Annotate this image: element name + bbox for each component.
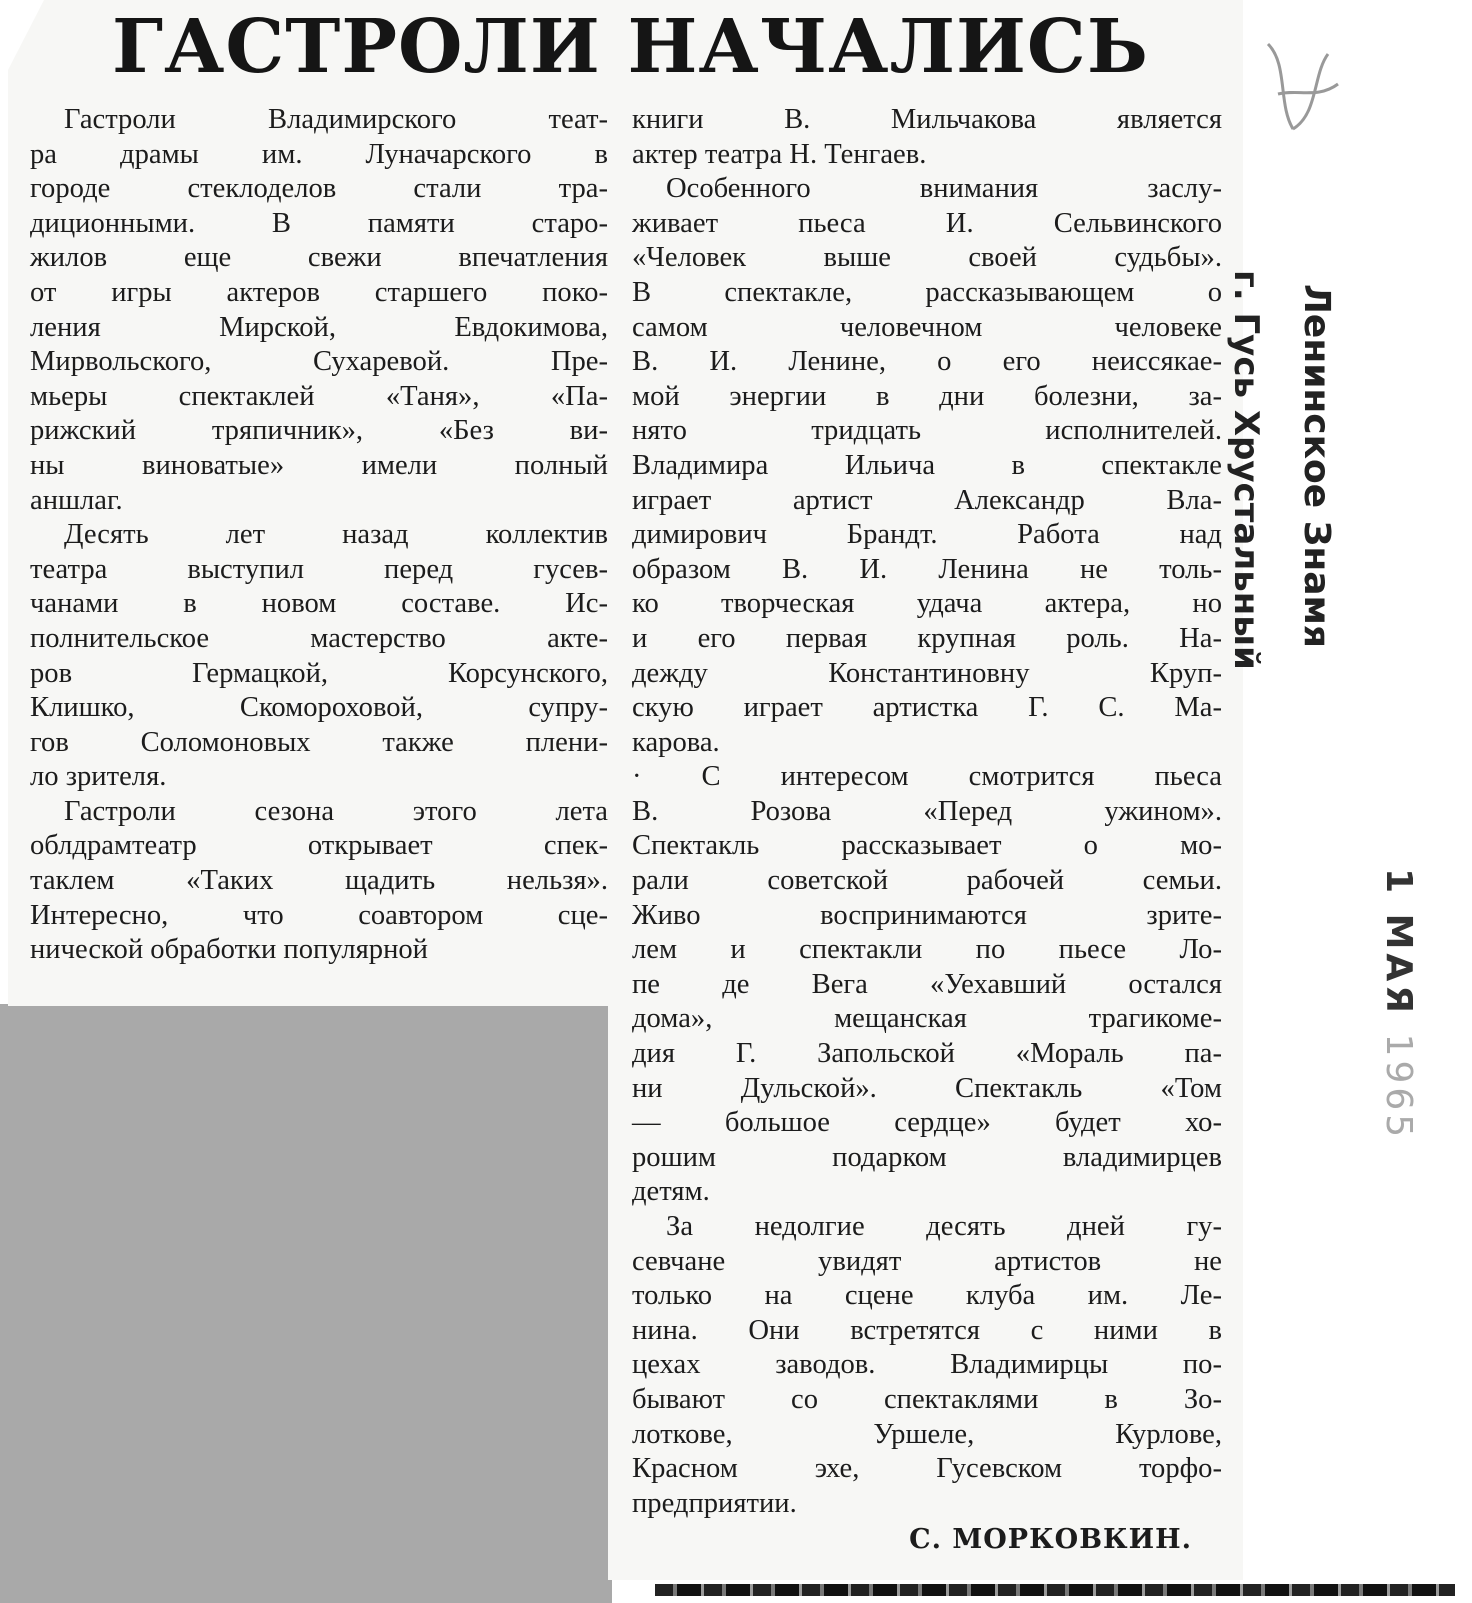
author-signature: С. МОРКОВКИН. bbox=[909, 1524, 1192, 1556]
text-line: только на сцене клуба им. Ле- bbox=[632, 1280, 1222, 1312]
text-line: образом В. И. Ленина не толь- bbox=[632, 553, 1222, 585]
text-line: живает пьеса И. Сельвинского bbox=[632, 207, 1222, 239]
text-line: рали советской рабочей семьи. bbox=[632, 865, 1222, 897]
text-line: ко творческая удача актера, но bbox=[632, 588, 1222, 620]
text-line: актер театра Н. Тенгаев. bbox=[632, 138, 927, 170]
text-line: Гастроли сезона этого лета bbox=[64, 795, 608, 827]
text-line: нина. Они встретятся с ними в bbox=[632, 1314, 1222, 1346]
text-line: детям. bbox=[632, 1176, 710, 1208]
text-line: лоткове, Уршеле, Курлове, bbox=[632, 1418, 1222, 1450]
text-line: ления Мирской, Евдокимова, bbox=[30, 311, 608, 343]
text-line: дия Г. Запольской «Мораль па- bbox=[632, 1038, 1222, 1070]
stamp-newspaper-name: Ленинское Знамя bbox=[1296, 284, 1337, 649]
text-line: мой энергии в дни болезни, за- bbox=[632, 380, 1222, 412]
text-line: В. И. Ленине, о его неиссякае- bbox=[632, 346, 1222, 378]
text-line: предприятии. bbox=[632, 1487, 797, 1519]
text-line: цехах заводов. Владимирцы по- bbox=[632, 1349, 1222, 1381]
text-line: бывают со спектаклями в Зо- bbox=[632, 1383, 1222, 1415]
text-line: от игры актеров старшего поко- bbox=[30, 276, 608, 308]
text-line: скую играет артистка Г. С. Ма- bbox=[632, 692, 1222, 724]
text-line: ни Дульской». Спектакль «Том bbox=[632, 1072, 1222, 1104]
background-gray bbox=[0, 1004, 612, 1603]
text-line: За недолгие десять дней гу- bbox=[666, 1211, 1222, 1242]
text-line: лем и спектакли по пьесе Ло- bbox=[632, 934, 1222, 966]
text-line: Мирвольского, Сухаревой. Пре- bbox=[30, 346, 608, 378]
text-line: дежду Константиновну Круп- bbox=[632, 657, 1222, 689]
text-line: полнительское мастерство акте- bbox=[30, 622, 608, 654]
text-line: книги В. Мильчакова является bbox=[632, 104, 1222, 135]
text-line: пе де Вега «Уехавший остался bbox=[632, 968, 1222, 1000]
torn-edge-strip bbox=[655, 1584, 1455, 1596]
stamp-date bbox=[1378, 868, 1419, 1141]
text-line: Клишко, Скомороховой, супру- bbox=[30, 692, 608, 724]
text-line: В спектакле, рассказывающем о bbox=[632, 276, 1222, 308]
text-line: дома», мещанская трагикоме- bbox=[632, 1003, 1222, 1035]
text-line: Владимира Ильича в спектакле bbox=[632, 449, 1222, 481]
handwritten-mark bbox=[1258, 34, 1348, 154]
article-headline: ГАСТРОЛИ НАЧАЛИСЬ bbox=[112, 4, 1149, 90]
text-line: нято тридцать исполнителей. bbox=[632, 415, 1222, 447]
text-line: жилов еще свежи впечатления bbox=[30, 242, 608, 274]
text-line: облдрамтеатр открывает спек- bbox=[30, 830, 608, 862]
right-column bbox=[632, 103, 1222, 1558]
text-line: таклем «Таких щадить нельзя». bbox=[30, 865, 608, 897]
text-line: мьеры спектаклей «Таня», «Па- bbox=[30, 380, 608, 412]
text-line: Особенного внимания заслу- bbox=[666, 173, 1222, 205]
text-line: — большое сердце» будет хо- bbox=[632, 1107, 1222, 1139]
text-line: городе стеклоделов стали тра- bbox=[30, 173, 608, 205]
stamp-day-month: 1 МАЯ bbox=[1378, 868, 1419, 1017]
text-line: самом человечном человеке bbox=[632, 311, 1222, 343]
text-line: ров Гермацкой, Корсунского, bbox=[30, 657, 608, 689]
text-line: ра драмы им. Луначарского в bbox=[30, 138, 608, 170]
text-line: Живо воспринимаются зрите- bbox=[632, 899, 1222, 931]
text-line: рижский тряпичник», «Без ви- bbox=[30, 415, 608, 447]
stamp-year: 1965 bbox=[1378, 1033, 1419, 1142]
text-line: Интересно, что соавтором сце- bbox=[30, 899, 608, 931]
left-column bbox=[30, 103, 608, 968]
text-line: · С интересом смотрится пьеса bbox=[632, 761, 1222, 793]
text-line: Красном эхе, Гусевском торфо- bbox=[632, 1453, 1222, 1485]
text-line: севчане увидят артистов не bbox=[632, 1245, 1222, 1277]
text-line: «Человек выше своей судьбы». bbox=[632, 242, 1222, 274]
stamp-city: г. Гусь Хрустальный bbox=[1226, 270, 1266, 670]
text-line: диционными. В памяти старо- bbox=[30, 207, 608, 239]
text-line: Спектакль рассказывает о мо- bbox=[632, 830, 1222, 862]
text-line: Гастроли Владимирского теат- bbox=[64, 104, 608, 135]
text-line: димирович Брандт. Работа над bbox=[632, 519, 1222, 551]
text-line: карова. bbox=[632, 726, 720, 758]
text-line: ны виноватые» имели полный bbox=[30, 449, 608, 481]
text-line: гов Соломоновых также плени- bbox=[30, 726, 608, 758]
text-line: театра выступил перед гусев- bbox=[30, 553, 608, 585]
text-line: нической обработки популярной bbox=[30, 934, 428, 966]
text-line: аншлаг. bbox=[30, 484, 123, 516]
text-line: В. Розова «Перед ужином». bbox=[632, 795, 1222, 827]
text-line: чанами в новом составе. Ис- bbox=[30, 588, 608, 620]
text-line: рошим подарком владимирцев bbox=[632, 1141, 1222, 1173]
text-line: и его первая крупная роль. На- bbox=[632, 622, 1222, 654]
text-line: ло зрителя. bbox=[30, 761, 167, 793]
text-line: Десять лет назад коллектив bbox=[64, 519, 608, 551]
text-line: играет артист Александр Вла- bbox=[632, 484, 1222, 516]
